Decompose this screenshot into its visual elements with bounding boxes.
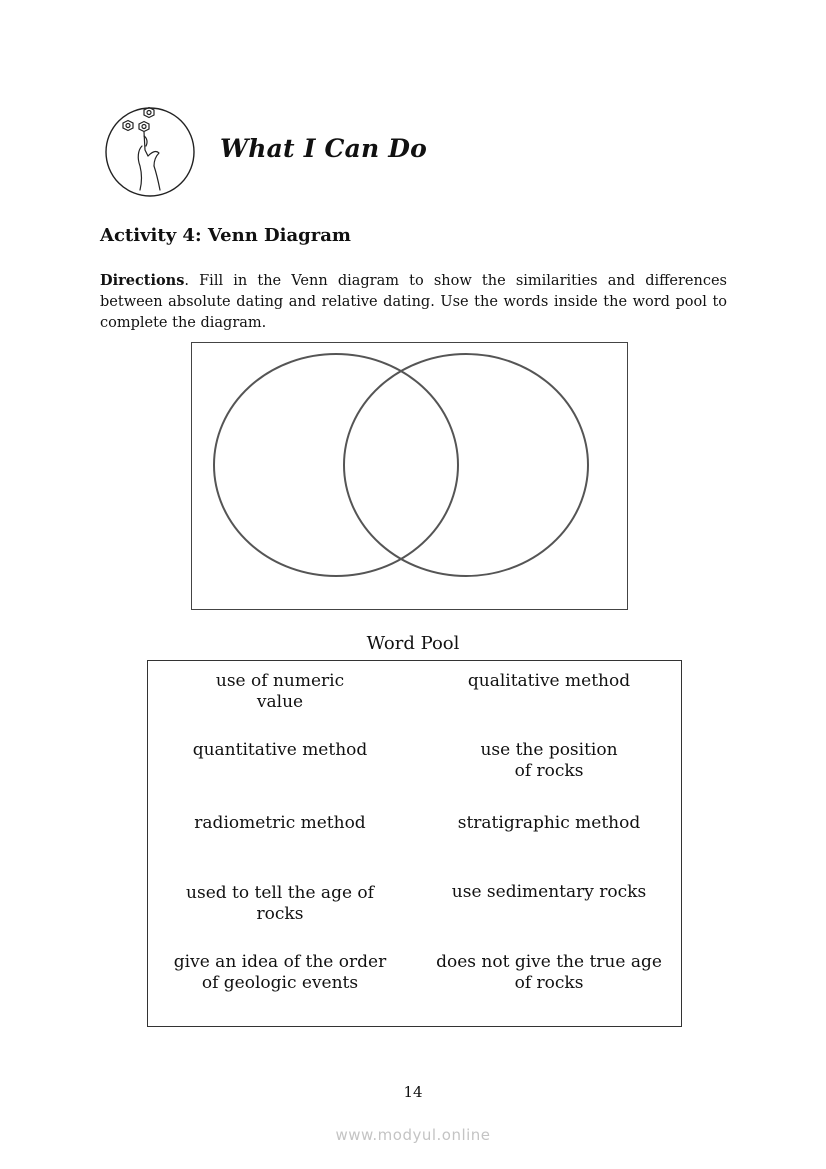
- word-pool-item: qualitative method: [467, 671, 631, 691]
- word-pool-box: [147, 660, 682, 1027]
- word-pool-title: Word Pool: [366, 633, 460, 654]
- directions-text: . Fill in the Venn diagram to show the similarities and differences between absolute dating and relative dating. Use the words inside the word pool to complete the diagram.: [100, 273, 727, 331]
- word-pool-item: use the position of rocks: [480, 740, 618, 781]
- word-pool-item: give an idea of the order of geologic events: [173, 952, 387, 993]
- word-pool-item: radiometric method: [194, 813, 366, 833]
- directions-label: Directions: [100, 272, 185, 289]
- watermark-text: www.modyul.online: [335, 1126, 491, 1144]
- word-pool-item: used to tell the age of rocks: [186, 883, 374, 924]
- directions-paragraph: [100, 270, 727, 334]
- section-title: What I Can Do: [220, 134, 428, 163]
- word-pool-item: use sedimentary rocks: [451, 882, 647, 902]
- word-pool-item: does not give the true age of rocks: [436, 952, 662, 993]
- activity-title: Activity 4: Venn Diagram: [100, 225, 351, 246]
- hand-with-gears-icon: [104, 106, 196, 198]
- word-pool-item: use of numeric value: [215, 671, 345, 712]
- venn-diagram: [191, 342, 628, 610]
- venn-circle-left: [214, 354, 458, 576]
- page-number: 14: [403, 1083, 423, 1101]
- word-pool-item: stratigraphic method: [457, 813, 641, 833]
- venn-circle-right: [344, 354, 588, 576]
- word-pool-item: quantitative method: [192, 740, 368, 760]
